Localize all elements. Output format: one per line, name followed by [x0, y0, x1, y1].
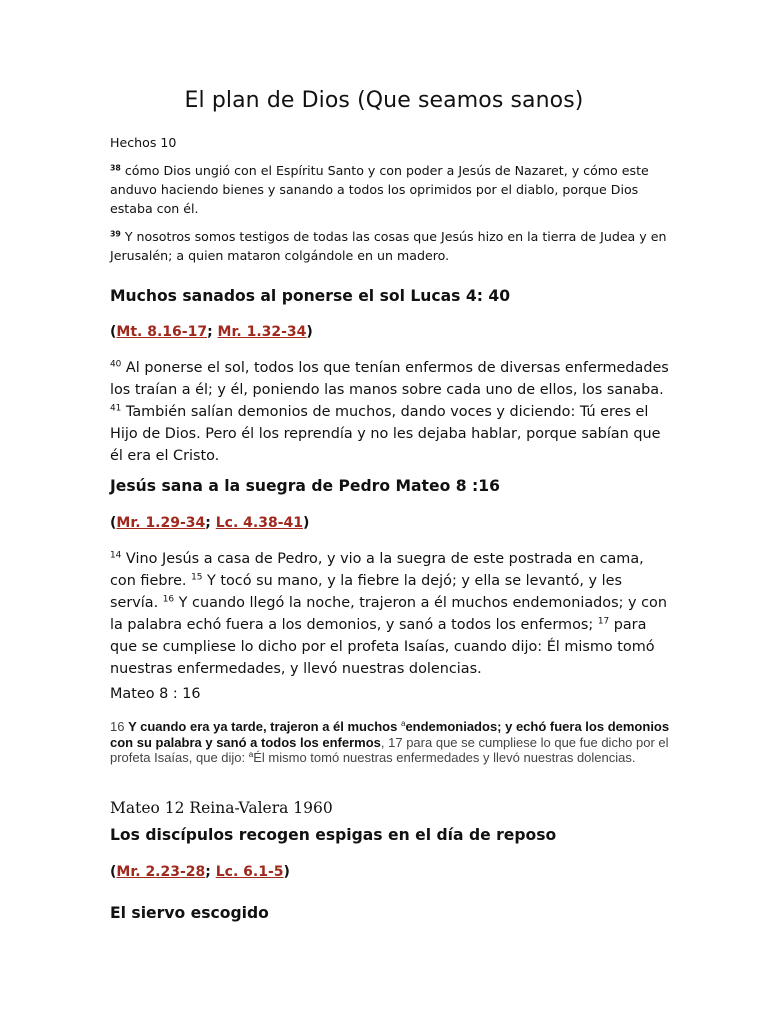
verse-number: 16 — [110, 719, 129, 734]
verses-luke-4-40-41 — [110, 357, 670, 467]
paren-close: ) — [283, 864, 290, 880]
section-heading-matthew-12: Los discípulos recogen espigas en el día de reposo — [110, 826, 557, 844]
ref-link-mr-2-23[interactable]: Mr. 2.23-28 — [116, 864, 206, 880]
verse-number: 41 — [110, 403, 122, 414]
verse-text: para que se cumpliese lo dicho por el profeta Isaías, cuando dijo: Él mismo tomó nuestras enfermedades, y llevó nuestras dolencias. — [110, 617, 655, 677]
verse-text: Y cuando llegó la noche, trajeron a él muchos endemoniados; y con la palabra echó fuera a los demonios, y sanó a todos los enfermos; — [110, 595, 667, 633]
section-heading-chosen-servant: El siervo escogido — [110, 904, 269, 922]
verses-matthew-8-16-17-alt — [110, 719, 670, 766]
verse-number: 15 — [191, 572, 203, 583]
section-heading-matthew-8: Jesús sana a la suegra de Pedro Mateo 8 :16 — [110, 477, 500, 495]
verse-text: Vino Jesús a casa de Pedro, y vio a la suegra de este postrada en cama, con fiebre. — [110, 551, 644, 589]
verse-number: 14 — [110, 550, 122, 561]
verse-text-bold: endemoniados; y echó fuera los demonios con su palabra y sanó a todos los enfermos — [110, 719, 670, 750]
verse-text: Y tocó su mano, y la fiebre la dejó; y ella se levantó, y les servía. — [110, 573, 622, 611]
footnote-marker: a — [400, 719, 406, 729]
ref-link-mt-8-16[interactable]: Mt. 8.16-17 — [116, 324, 208, 340]
cross-references — [110, 862, 670, 882]
verse-number: 17 — [597, 616, 610, 627]
paren-open: ( — [110, 515, 117, 531]
paren-close: ) — [303, 515, 310, 531]
cross-references — [110, 322, 670, 342]
verse-text-bold: Y cuando era ya tarde, trajeron a él muchos — [128, 719, 401, 734]
verse-acts-39 — [110, 227, 670, 265]
verse-acts-38 — [110, 161, 670, 218]
ref-link-mr-1-29[interactable]: Mr. 1.29-34 — [116, 515, 206, 531]
verse-text: , 17 para que se cumpliese lo que fue dicho por el profeta Isaías, que dijo: — [110, 734, 669, 765]
ref-link-lc-6-1[interactable]: Lc. 6.1-5 — [215, 864, 284, 880]
ref-link-lc-4-38[interactable]: Lc. 4.38-41 — [215, 515, 304, 531]
ref-separator: ; — [207, 324, 218, 340]
paren-open: ( — [110, 864, 117, 880]
paren-close: ) — [306, 324, 313, 340]
paren-open: ( — [110, 324, 117, 340]
ref-link-mr-1-32[interactable]: Mr. 1.32-34 — [217, 324, 307, 340]
page-title: El plan de Dios (Que seamos sanos) — [184, 88, 584, 113]
verse-text: Y nosotros somos testigos de todas las cosas que Jesús hizo en la tierra de Judea y en Jerusalén; a quien mataron colgándole en un madero. — [110, 229, 667, 263]
verse-number: 40 — [110, 359, 122, 370]
matthew-12-version-label: Mateo 12 Reina-Valera 1960 — [110, 799, 333, 817]
section-heading-luke-4: Muchos sanados al ponerse el sol Lucas 4: 40 — [110, 287, 511, 305]
ref-separator: ; — [205, 515, 216, 531]
verses-matthew-8-14-17 — [110, 548, 670, 680]
matthew-8-16-reference: Mateo 8 : 16 — [110, 686, 201, 702]
verse-text: También salían demonios de muchos, dando voces y diciendo: Tú eres el Hijo de Dios. Pero él los reprendía y no les dejaba hablar, porque sabían que él era el Cristo. — [110, 404, 661, 464]
acts-reference: Hechos 10 — [110, 135, 177, 150]
verse-number: 16 — [162, 594, 175, 605]
verse-text: Al ponerse el sol, todos los que tenían enfermos de diversas enfermedades los traían a él; y él, poniendo las manos sobre cada uno de ellos, los sanaba. — [110, 360, 669, 398]
verse-number: 38 — [110, 163, 121, 173]
ref-separator: ; — [205, 864, 216, 880]
cross-references — [110, 513, 670, 533]
verse-text: cómo Dios ungió con el Espíritu Santo y con poder a Jesús de Nazaret, y cómo este anduvo haciendo bienes y sanando a todos los oprimidos por el diablo, porque Dios estaba con él. — [110, 163, 649, 216]
verse-number: 39 — [110, 229, 121, 239]
footnote-marker: a — [248, 750, 254, 760]
verse-text: Él mismo tomó nuestras enfermedades y llevó nuestras dolencias. — [253, 750, 636, 765]
